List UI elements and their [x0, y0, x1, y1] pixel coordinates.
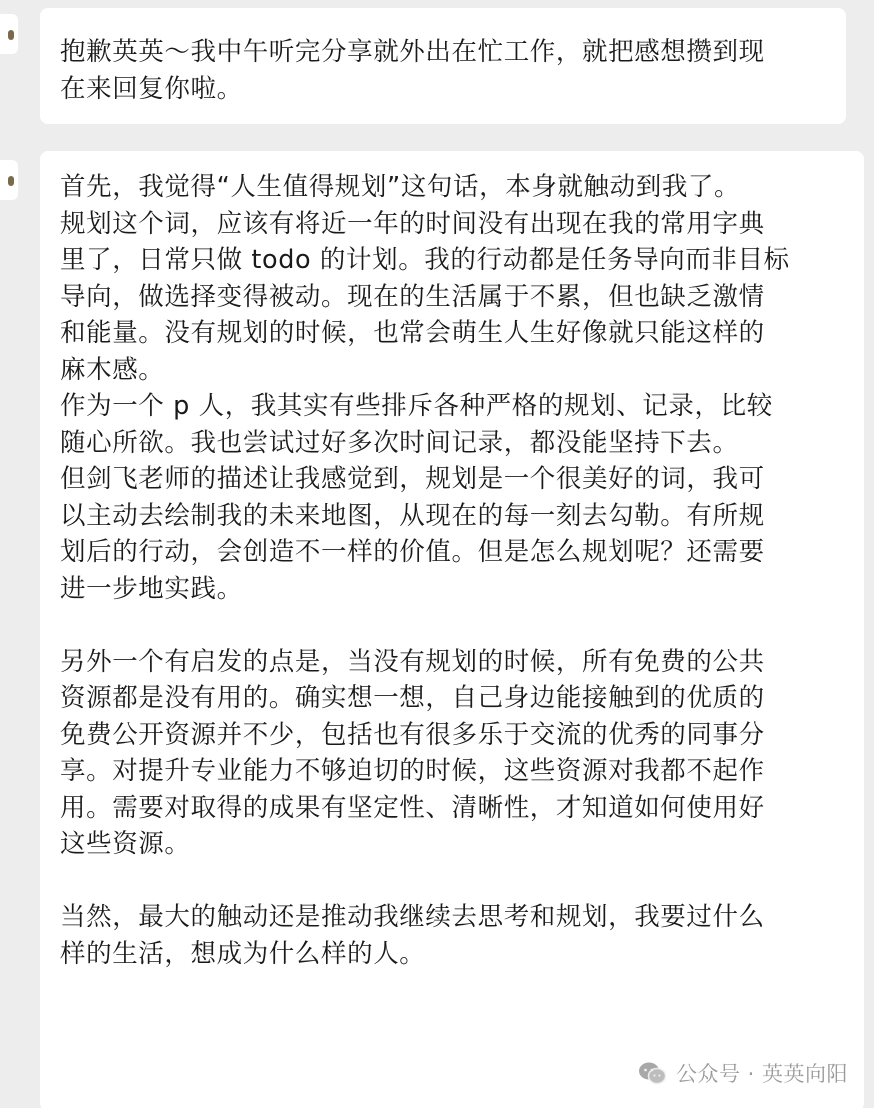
message-line: 规划这个词，应该有将近一年的时间没有出现在我的常用字典: [60, 208, 765, 239]
message-line: 导向，做选择变得被动。现在的生活属于不累，但也缺乏激情: [60, 281, 765, 312]
message-line: 当然，最大的触动还是推动我继续去思考和规划，我要过什么: [60, 902, 765, 932]
message-line: 资源都是没有用的。确实想一想，自己身边能接触到的优质的: [60, 683, 765, 713]
message-bubble[interactable]: [40, 8, 846, 124]
watermark-text: 公众号 · 英英向阳: [675, 1062, 848, 1086]
message-line: 首先，我觉得“人生值得规划”这句话，本身就触动到我了。: [60, 172, 741, 202]
paragraph-gap: [60, 607, 846, 644]
paragraph-gap: [60, 863, 846, 900]
message-line: 另外一个有启发的点是，当没有规划的时候，所有免费的公共: [60, 646, 765, 677]
message-bubble[interactable]: [40, 151, 864, 1108]
message-line: 在来回复你啦。: [60, 73, 243, 104]
message-line: 里了，日常只做 todo 的计划。我的行动都是任务导向而非目标: [60, 245, 790, 275]
sender-avatar[interactable]: [0, 14, 18, 54]
wechat-official-account-icon: [638, 1061, 666, 1085]
message-line: 划后的行动，会创造不一样的价值。但是怎么规划呢？还需要: [60, 537, 765, 567]
message-line: 和能量。没有规划的时候，也常会萌生人生好像就只能这样的: [60, 318, 765, 348]
message-line: 用。需要对取得的成果有坚定性、清晰性，才知道如何使用好: [60, 792, 765, 823]
message-line: 麻木感。: [60, 354, 165, 385]
message-line: 享。对提升专业能力不够迫切的时候，这些资源对我都不起作: [60, 756, 765, 786]
message-line: 作为一个 p 人，我其实有些排斥各种严格的规划、记录，比较: [60, 391, 773, 421]
message-line: 这些资源。: [60, 829, 191, 859]
message-line: 进一步地实践。: [60, 573, 243, 604]
message-line: 免费公开资源并不少，包括也有很多乐于交流的优秀的同事分: [60, 719, 765, 750]
sender-avatar[interactable]: [0, 160, 18, 200]
message-line: 以主动去绘制我的未来地图，从现在的每一刻去勾勒。有所规: [60, 500, 765, 531]
message-line: 抱歉英英～我中午听完分享就外出在忙工作，就把感想攒到现: [60, 37, 765, 67]
message-line: 样的生活，想成为什么样的人。: [60, 938, 426, 969]
message-line: 随心所欲。我也尝试过好多次时间记录，都没能坚持下去。: [60, 427, 739, 458]
message-line: 但剑飞老师的描述让我感觉到，规划是一个很美好的词，我可: [60, 464, 765, 494]
watermark: [638, 1058, 848, 1088]
